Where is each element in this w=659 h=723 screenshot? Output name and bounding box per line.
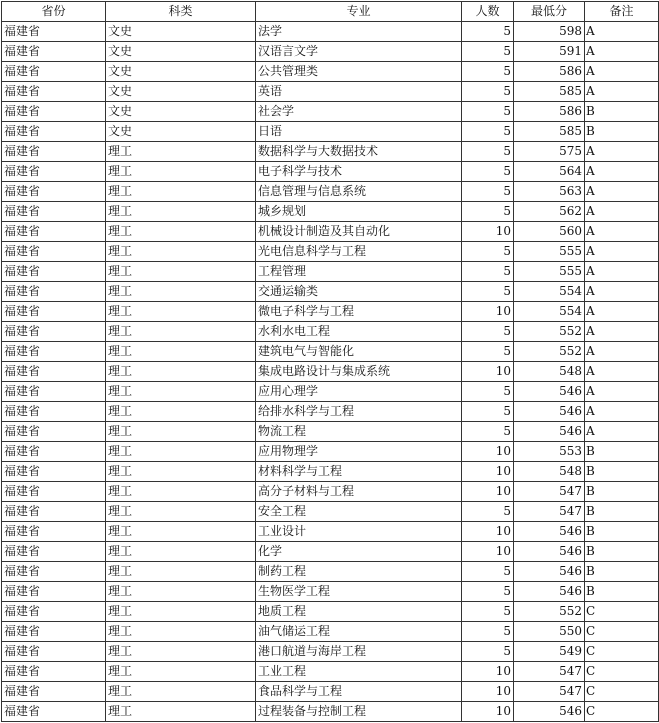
table-row — [2, 562, 659, 582]
count-cell: 10 — [462, 362, 514, 382]
note-cell: A — [585, 22, 659, 42]
count-cell: 5 — [462, 402, 514, 422]
min-score-cell: 548 — [514, 362, 585, 382]
min-score-cell: 554 — [514, 302, 585, 322]
table-row — [2, 582, 659, 602]
major-cell: 港口航道与海岸工程 — [256, 642, 462, 662]
count-cell: 10 — [462, 482, 514, 502]
note-cell: A — [585, 382, 659, 402]
category-cell: 理工 — [106, 162, 256, 182]
count-cell: 5 — [462, 602, 514, 622]
min-score-cell: 598 — [514, 22, 585, 42]
category-cell: 文史 — [106, 62, 256, 82]
header-row — [2, 2, 659, 22]
note-cell: B — [585, 482, 659, 502]
category-cell: 理工 — [106, 142, 256, 162]
province-cell: 福建省 — [2, 142, 106, 162]
major-cell: 地质工程 — [256, 602, 462, 622]
min-score-cell: 586 — [514, 102, 585, 122]
count-cell: 5 — [462, 642, 514, 662]
province-cell: 福建省 — [2, 502, 106, 522]
min-score-cell: 562 — [514, 202, 585, 222]
note-cell: A — [585, 402, 659, 422]
province-cell: 福建省 — [2, 102, 106, 122]
major-cell: 工业设计 — [256, 522, 462, 542]
major-cell: 公共管理类 — [256, 62, 462, 82]
province-cell: 福建省 — [2, 42, 106, 62]
note-cell: A — [585, 342, 659, 362]
table-row — [2, 502, 659, 522]
count-cell: 10 — [462, 682, 514, 702]
province-cell: 福建省 — [2, 322, 106, 342]
note-cell: A — [585, 222, 659, 242]
major-cell: 建筑电气与智能化 — [256, 342, 462, 362]
province-cell: 福建省 — [2, 122, 106, 142]
note-cell: A — [585, 82, 659, 102]
count-cell: 5 — [462, 282, 514, 302]
category-cell: 文史 — [106, 102, 256, 122]
major-cell: 生物医学工程 — [256, 582, 462, 602]
province-cell: 福建省 — [2, 522, 106, 542]
province-cell: 福建省 — [2, 442, 106, 462]
category-cell: 理工 — [106, 202, 256, 222]
min-score-cell: 552 — [514, 342, 585, 362]
province-cell: 福建省 — [2, 342, 106, 362]
category-cell: 理工 — [106, 382, 256, 402]
category-cell: 理工 — [106, 642, 256, 662]
category-cell: 理工 — [106, 282, 256, 302]
table-row — [2, 142, 659, 162]
count-cell: 10 — [462, 542, 514, 562]
major-cell: 安全工程 — [256, 502, 462, 522]
note-cell: A — [585, 182, 659, 202]
major-cell: 集成电路设计与集成系统 — [256, 362, 462, 382]
province-cell: 福建省 — [2, 222, 106, 242]
count-cell: 5 — [462, 622, 514, 642]
major-cell: 应用心理学 — [256, 382, 462, 402]
major-cell: 法学 — [256, 22, 462, 42]
note-cell: A — [585, 422, 659, 442]
province-cell: 福建省 — [2, 662, 106, 682]
header-category: 科类 — [106, 2, 256, 22]
min-score-cell: 547 — [514, 502, 585, 522]
table-row — [2, 662, 659, 682]
min-score-cell: 554 — [514, 282, 585, 302]
table-row — [2, 602, 659, 622]
table-row — [2, 462, 659, 482]
category-cell: 理工 — [106, 442, 256, 462]
major-cell: 机械设计制造及其自动化 — [256, 222, 462, 242]
min-score-cell: 586 — [514, 62, 585, 82]
table-row — [2, 202, 659, 222]
province-cell: 福建省 — [2, 162, 106, 182]
count-cell: 10 — [462, 462, 514, 482]
category-cell: 理工 — [106, 402, 256, 422]
table-row — [2, 282, 659, 302]
province-cell: 福建省 — [2, 302, 106, 322]
min-score-cell: 546 — [514, 702, 585, 722]
category-cell: 文史 — [106, 22, 256, 42]
province-cell: 福建省 — [2, 82, 106, 102]
min-score-cell: 547 — [514, 482, 585, 502]
count-cell: 5 — [462, 162, 514, 182]
major-cell: 油气储运工程 — [256, 622, 462, 642]
min-score-cell: 546 — [514, 582, 585, 602]
table-row — [2, 422, 659, 442]
province-cell: 福建省 — [2, 562, 106, 582]
major-cell: 英语 — [256, 82, 462, 102]
note-cell: B — [585, 122, 659, 142]
table-row — [2, 542, 659, 562]
count-cell: 5 — [462, 382, 514, 402]
category-cell: 理工 — [106, 222, 256, 242]
min-score-cell: 553 — [514, 442, 585, 462]
note-cell: A — [585, 282, 659, 302]
min-score-cell: 546 — [514, 562, 585, 582]
major-cell: 物流工程 — [256, 422, 462, 442]
note-cell: A — [585, 362, 659, 382]
province-cell: 福建省 — [2, 642, 106, 662]
note-cell: B — [585, 462, 659, 482]
major-cell: 工业工程 — [256, 662, 462, 682]
table-row — [2, 42, 659, 62]
table-row — [2, 522, 659, 542]
table-body — [2, 22, 659, 722]
note-cell: A — [585, 262, 659, 282]
province-cell: 福建省 — [2, 262, 106, 282]
table-row — [2, 682, 659, 702]
major-cell: 微电子科学与工程 — [256, 302, 462, 322]
min-score-cell: 549 — [514, 642, 585, 662]
count-cell: 5 — [462, 102, 514, 122]
table-row — [2, 702, 659, 722]
province-cell: 福建省 — [2, 362, 106, 382]
count-cell: 10 — [462, 442, 514, 462]
note-cell: B — [585, 542, 659, 562]
count-cell: 10 — [462, 222, 514, 242]
note-cell: A — [585, 242, 659, 262]
note-cell: B — [585, 102, 659, 122]
count-cell: 5 — [462, 342, 514, 362]
count-cell: 5 — [462, 182, 514, 202]
table-row — [2, 342, 659, 362]
note-cell: A — [585, 42, 659, 62]
min-score-cell: 550 — [514, 622, 585, 642]
category-cell: 理工 — [106, 522, 256, 542]
major-cell: 数据科学与大数据技术 — [256, 142, 462, 162]
province-cell: 福建省 — [2, 482, 106, 502]
min-score-cell: 585 — [514, 82, 585, 102]
count-cell: 5 — [462, 502, 514, 522]
note-cell: C — [585, 662, 659, 682]
note-cell: C — [585, 642, 659, 662]
category-cell: 理工 — [106, 602, 256, 622]
category-cell: 理工 — [106, 502, 256, 522]
category-cell: 文史 — [106, 42, 256, 62]
major-cell: 高分子材料与工程 — [256, 482, 462, 502]
header-major: 专业 — [256, 2, 462, 22]
min-score-cell: 560 — [514, 222, 585, 242]
count-cell: 10 — [462, 662, 514, 682]
note-cell: A — [585, 62, 659, 82]
province-cell: 福建省 — [2, 422, 106, 442]
category-cell: 理工 — [106, 242, 256, 262]
major-cell: 水利水电工程 — [256, 322, 462, 342]
table-row — [2, 262, 659, 282]
min-score-cell: 575 — [514, 142, 585, 162]
header-province: 省份 — [2, 2, 106, 22]
note-cell: B — [585, 502, 659, 522]
major-cell: 电子科学与技术 — [256, 162, 462, 182]
note-cell: A — [585, 322, 659, 342]
category-cell: 文史 — [106, 82, 256, 102]
province-cell: 福建省 — [2, 622, 106, 642]
table-row — [2, 442, 659, 462]
category-cell: 理工 — [106, 462, 256, 482]
category-cell: 理工 — [106, 702, 256, 722]
min-score-cell: 546 — [514, 422, 585, 442]
table-row — [2, 382, 659, 402]
major-cell: 应用物理学 — [256, 442, 462, 462]
category-cell: 理工 — [106, 662, 256, 682]
category-cell: 理工 — [106, 482, 256, 502]
note-cell: B — [585, 522, 659, 542]
province-cell: 福建省 — [2, 402, 106, 422]
header-count: 人数 — [462, 2, 514, 22]
min-score-cell: 546 — [514, 542, 585, 562]
count-cell: 5 — [462, 142, 514, 162]
province-cell: 福建省 — [2, 202, 106, 222]
major-cell: 城乡规划 — [256, 202, 462, 222]
category-cell: 理工 — [106, 582, 256, 602]
min-score-cell: 555 — [514, 242, 585, 262]
major-cell: 食品科学与工程 — [256, 682, 462, 702]
major-cell: 化学 — [256, 542, 462, 562]
table-row — [2, 162, 659, 182]
note-cell: C — [585, 602, 659, 622]
count-cell: 5 — [462, 22, 514, 42]
major-cell: 社会学 — [256, 102, 462, 122]
count-cell: 5 — [462, 82, 514, 102]
major-cell: 交通运输类 — [256, 282, 462, 302]
category-cell: 理工 — [106, 302, 256, 322]
province-cell: 福建省 — [2, 22, 106, 42]
note-cell: B — [585, 562, 659, 582]
min-score-cell: 555 — [514, 262, 585, 282]
province-cell: 福建省 — [2, 462, 106, 482]
min-score-cell: 546 — [514, 402, 585, 422]
table-row — [2, 102, 659, 122]
province-cell: 福建省 — [2, 542, 106, 562]
count-cell: 10 — [462, 702, 514, 722]
note-cell: C — [585, 682, 659, 702]
province-cell: 福建省 — [2, 382, 106, 402]
table-row — [2, 322, 659, 342]
count-cell: 5 — [462, 322, 514, 342]
category-cell: 理工 — [106, 322, 256, 342]
province-cell: 福建省 — [2, 582, 106, 602]
major-cell: 过程装备与控制工程 — [256, 702, 462, 722]
header-note: 备注 — [585, 2, 659, 22]
table-row — [2, 362, 659, 382]
table-row — [2, 82, 659, 102]
major-cell: 制药工程 — [256, 562, 462, 582]
header-min-score: 最低分 — [514, 2, 585, 22]
admission-score-table — [1, 1, 659, 722]
category-cell: 理工 — [106, 182, 256, 202]
major-cell: 给排水科学与工程 — [256, 402, 462, 422]
major-cell: 工程管理 — [256, 262, 462, 282]
min-score-cell: 547 — [514, 662, 585, 682]
count-cell: 5 — [462, 122, 514, 142]
category-cell: 理工 — [106, 682, 256, 702]
note-cell: A — [585, 202, 659, 222]
note-cell: B — [585, 442, 659, 462]
major-cell: 光电信息科学与工程 — [256, 242, 462, 262]
note-cell: A — [585, 302, 659, 322]
count-cell: 10 — [462, 302, 514, 322]
table-row — [2, 302, 659, 322]
province-cell: 福建省 — [2, 242, 106, 262]
table-row — [2, 62, 659, 82]
min-score-cell: 591 — [514, 42, 585, 62]
category-cell: 理工 — [106, 342, 256, 362]
table-row — [2, 482, 659, 502]
count-cell: 5 — [462, 582, 514, 602]
min-score-cell: 547 — [514, 682, 585, 702]
table-row — [2, 642, 659, 662]
province-cell: 福建省 — [2, 282, 106, 302]
note-cell: C — [585, 702, 659, 722]
table-row — [2, 242, 659, 262]
major-cell: 材料科学与工程 — [256, 462, 462, 482]
min-score-cell: 585 — [514, 122, 585, 142]
province-cell: 福建省 — [2, 682, 106, 702]
province-cell: 福建省 — [2, 602, 106, 622]
min-score-cell: 546 — [514, 382, 585, 402]
table-row — [2, 622, 659, 642]
category-cell: 理工 — [106, 542, 256, 562]
province-cell: 福建省 — [2, 182, 106, 202]
major-cell: 汉语言文学 — [256, 42, 462, 62]
min-score-cell: 552 — [514, 602, 585, 622]
note-cell: A — [585, 142, 659, 162]
count-cell: 5 — [462, 42, 514, 62]
count-cell: 5 — [462, 242, 514, 262]
min-score-cell: 546 — [514, 522, 585, 542]
count-cell: 5 — [462, 262, 514, 282]
count-cell: 5 — [462, 562, 514, 582]
min-score-cell: 564 — [514, 162, 585, 182]
major-cell: 信息管理与信息系统 — [256, 182, 462, 202]
count-cell: 5 — [462, 62, 514, 82]
table-row — [2, 402, 659, 422]
category-cell: 理工 — [106, 562, 256, 582]
category-cell: 理工 — [106, 422, 256, 442]
table-row — [2, 122, 659, 142]
count-cell: 5 — [462, 422, 514, 442]
province-cell: 福建省 — [2, 62, 106, 82]
table-row — [2, 222, 659, 242]
table-row — [2, 22, 659, 42]
category-cell: 理工 — [106, 622, 256, 642]
min-score-cell: 563 — [514, 182, 585, 202]
category-cell: 文史 — [106, 122, 256, 142]
note-cell: A — [585, 162, 659, 182]
category-cell: 理工 — [106, 262, 256, 282]
count-cell: 10 — [462, 522, 514, 542]
count-cell: 5 — [462, 202, 514, 222]
min-score-cell: 552 — [514, 322, 585, 342]
note-cell: C — [585, 622, 659, 642]
min-score-cell: 548 — [514, 462, 585, 482]
note-cell: B — [585, 582, 659, 602]
province-cell: 福建省 — [2, 702, 106, 722]
category-cell: 理工 — [106, 362, 256, 382]
table-row — [2, 182, 659, 202]
major-cell: 日语 — [256, 122, 462, 142]
